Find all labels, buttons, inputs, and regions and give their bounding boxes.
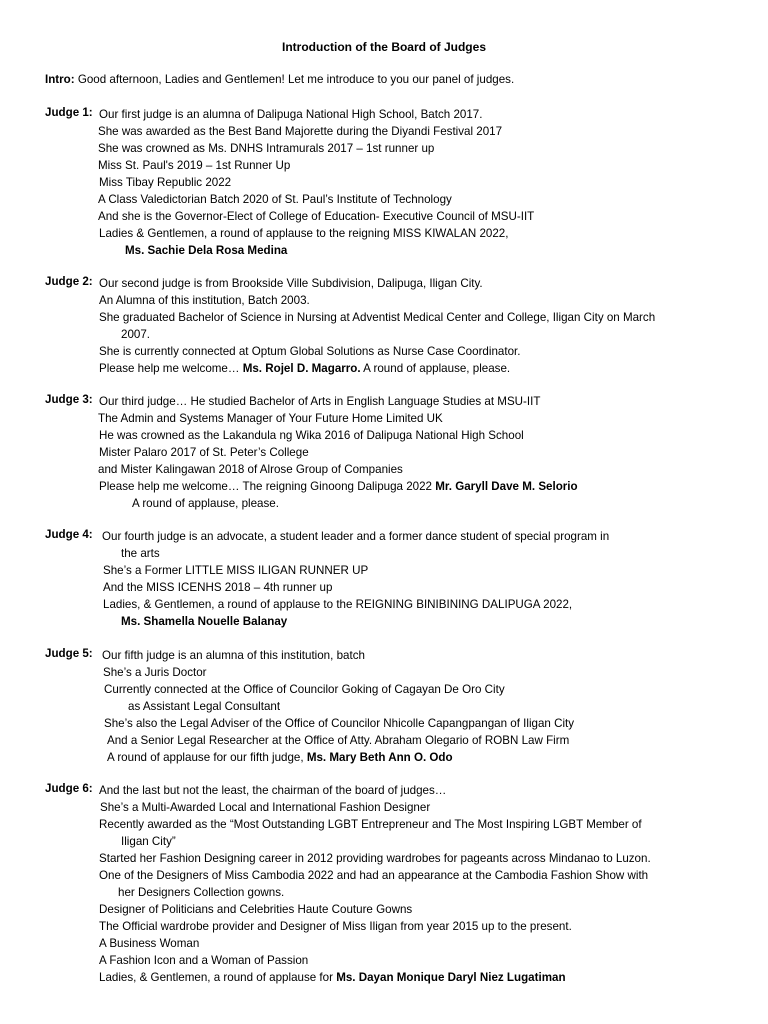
- judge-2-welcome-prefix: Please help me welcome…: [99, 362, 243, 375]
- judge-4-line: Our fourth judge is an advocate, a student leader and a former dance student of special program in: [102, 530, 610, 543]
- judge-3-line: He was crowned as the Lakandula ng Wika 2016 of Dalipuga National High School: [99, 429, 524, 442]
- judge-5-line: She’s a Juris Doctor: [103, 666, 207, 679]
- judge-6-line: her Designers Collection gowns.: [118, 886, 285, 899]
- judge-3-line: Mister Palaro 2017 of St. Peter’s College: [99, 446, 309, 459]
- judge-3-label: Judge 3:: [45, 393, 93, 406]
- judge-2-line: 2007.: [121, 328, 151, 341]
- judge-6-line: Started her Fashion Designing career in 2012 providing wardrobes for pageants across Mindanao to Luzon.: [99, 852, 651, 865]
- judge-3-line: Our third judge… He studied Bachelor of Arts in English Language Studies at MSU-IIT: [99, 395, 541, 408]
- judge-6-line: Designer of Politicians and Celebrities Haute Couture Gowns: [99, 903, 413, 916]
- judge-3-line: and Mister Kalingawan 2018 of Alrose Group of Companies: [98, 463, 403, 476]
- judge-5-applause-prefix: A round of applause for our fifth judge,: [107, 751, 307, 764]
- judge-4-label: Judge 4:: [45, 528, 93, 541]
- judge-6-line: Recently awarded as the “Most Outstanding LGBT Entrepreneur and The Most Inspiring LGBT Member of: [99, 818, 642, 831]
- judge-6-name: Ms. Dayan Monique Daryl Niez Lugatiman: [336, 971, 566, 984]
- judge-1-line: Ladies & Gentlemen, a round of applause to the reigning MISS KIWALAN 2022,: [99, 227, 509, 240]
- judge-3-closing: A round of applause, please.: [132, 497, 279, 510]
- judge-1-line: Miss St. Paul's 2019 – 1st Runner Up: [98, 159, 291, 172]
- judge-3-name: Mr. Garyll Dave M. Selorio: [435, 480, 578, 493]
- judge-5-line: Currently connected at the Office of Councilor Goking of Cagayan De Oro City: [104, 683, 505, 696]
- judge-5-line: And a Senior Legal Researcher at the Office of Atty. Abraham Olegario of ROBN Law Firm: [107, 734, 570, 747]
- judge-1-line: Miss Tibay Republic 2022: [99, 176, 232, 189]
- judge-4-line: She’s a Former LITTLE MISS ILIGAN RUNNER UP: [103, 564, 369, 577]
- judge-6-line: She’s a Multi-Awarded Local and International Fashion Designer: [100, 801, 431, 814]
- judge-6-applause-prefix: Ladies, & Gentlemen, a round of applause for: [99, 971, 337, 984]
- judge-4-name: Ms. Shamella Nouelle Balanay: [121, 615, 288, 628]
- judge-2-welcome-suffix: A round of applause, please.: [360, 362, 511, 375]
- judge-5-applause-line: [107, 749, 453, 766]
- judge-1-line: She was awarded as the Best Band Majorette during the Diyandi Festival 2017: [98, 125, 503, 138]
- judge-6-line: Iligan City”: [121, 835, 176, 848]
- judge-6-line: And the last but not the least, the chairman of the board of judges…: [99, 784, 447, 797]
- judge-1-line: She was crowned as Ms. DNHS Intramurals 2017 – 1st runner up: [98, 142, 435, 155]
- judge-1-line: Our first judge is an alumna of Dalipuga National High School, Batch 2017.: [99, 108, 483, 121]
- judge-2-line: An Alumna of this institution, Batch 2003.: [99, 294, 310, 307]
- intro-paragraph: [45, 73, 514, 86]
- judge-4-line: And the MISS ICENHS 2018 – 4th runner up: [103, 581, 333, 594]
- judge-2-name: Ms. Rojel D. Magarro.: [242, 362, 361, 375]
- judge-5-line: as Assistant Legal Consultant: [128, 700, 281, 713]
- judge-2-line: Our second judge is from Brookside Ville Subdivision, Dalipuga, Iligan City.: [99, 277, 483, 290]
- judge-6-line: One of the Designers of Miss Cambodia 2022 and had an appearance at the Cambodia Fashion Show with: [99, 869, 649, 882]
- judge-3-line: The Admin and Systems Manager of Your Future Home Limited UK: [98, 412, 443, 425]
- judge-1-line: And she is the Governor-Elect of College of Education- Executive Council of MSU-IIT: [98, 210, 535, 223]
- intro-label: Intro:: [45, 73, 75, 86]
- judge-4-line: the arts: [121, 547, 160, 560]
- judge-6-applause-line: [99, 969, 566, 986]
- judge-2-label: Judge 2:: [45, 275, 93, 288]
- judge-5-line: Our fifth judge is an alumna of this institution, batch: [102, 649, 365, 662]
- judge-5-label: Judge 5:: [45, 647, 93, 660]
- judge-3-welcome-line: [99, 478, 578, 495]
- judge-2-line: She is currently connected at Optum Global Solutions as Nurse Case Coordinator.: [99, 345, 521, 358]
- judge-6-label: Judge 6:: [45, 782, 93, 795]
- judge-2-line: She graduated Bachelor of Science in Nursing at Adventist Medical Center and College, Iligan City on March: [99, 311, 656, 324]
- judge-4-line: Ladies, & Gentlemen, a round of applause to the REIGNING BINIBINING DALIPUGA 2022,: [103, 598, 573, 611]
- judge-1-name: Ms. Sachie Dela Rosa Medina: [125, 244, 288, 257]
- intro-text: Good afternoon, Ladies and Gentlemen! Let me introduce to you our panel of judges.: [74, 73, 515, 86]
- judge-3-welcome-prefix: Please help me welcome… The reigning Ginoong Dalipuga 2022: [99, 480, 436, 493]
- judge-1-label: Judge 1:: [45, 106, 93, 119]
- judge-6-line: A Fashion Icon and a Woman of Passion: [99, 954, 309, 967]
- judge-1-line: A Class Valedictorian Batch 2020 of St. Paul’s Institute of Technology: [98, 193, 452, 206]
- judge-6-line: A Business Woman: [99, 937, 200, 950]
- judge-5-name: Ms. Mary Beth Ann O. Odo: [306, 751, 453, 764]
- judge-5-line: She’s also the Legal Adviser of the Office of Councilor Nhicolle Capangpangan of Iligan City: [104, 717, 575, 730]
- judge-6-line: The Official wardrobe provider and Designer of Miss Iligan from year 2015 up to the present.: [99, 920, 572, 933]
- judge-2-welcome-line: [99, 360, 510, 377]
- page-title: Introduction of the Board of Judges: [282, 40, 486, 54]
